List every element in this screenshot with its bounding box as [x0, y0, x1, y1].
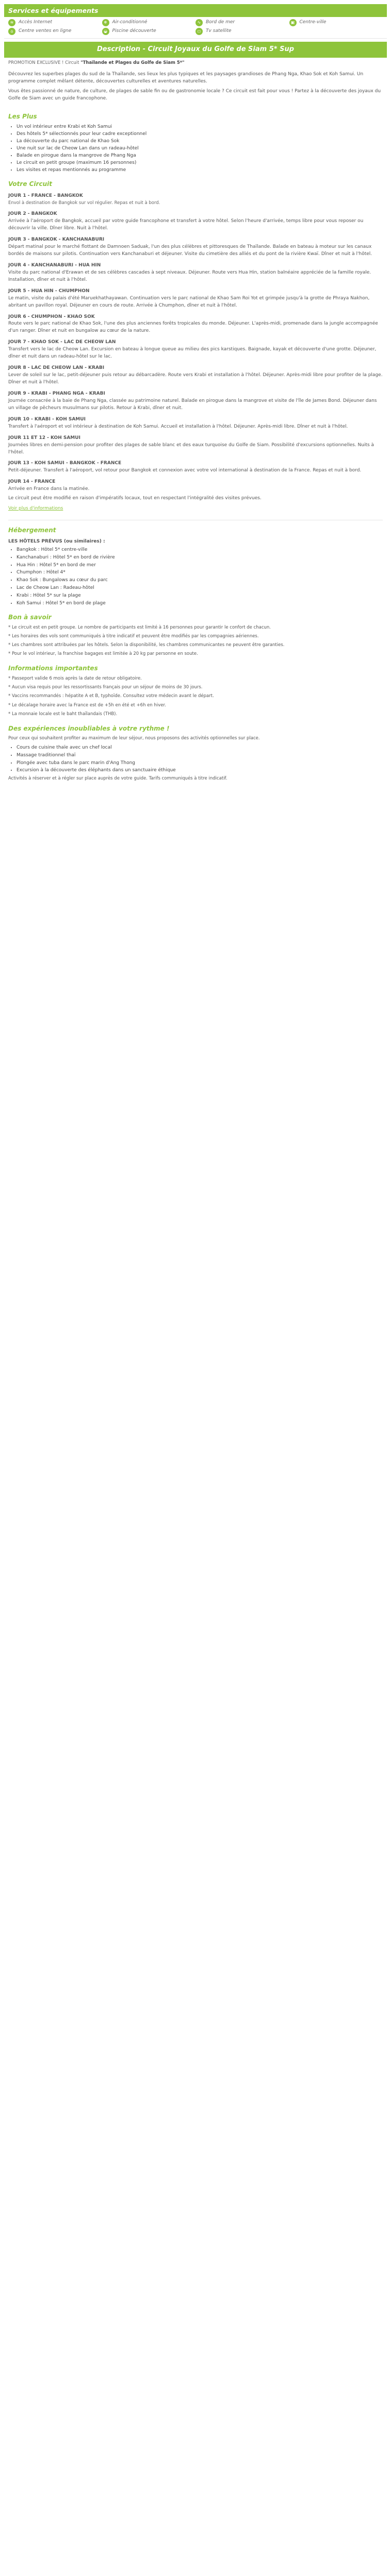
itinerary-title: Votre Circuit — [8, 180, 52, 188]
list-item: • Bangkok : Hôtel 5* centre-ville — [17, 547, 383, 554]
list-item: * Les chambres sont attribuées par les hôtels. Selon la disponibilité, les chambres communicantes ne peuvent être garanties. — [8, 642, 285, 648]
day-title: JOUR 9 - KRABI - PHANG NGA - KRABI — [8, 391, 105, 396]
list-item: * Le décalage horaire avec la France est de +5h en été et +6h en hiver. — [8, 702, 166, 708]
hotel-subtitle: LES HÔTELS PRÉVUS (ou similaires) : — [8, 538, 105, 544]
day-text: Transfert vers le lac de Cheow Lan. Excursion en bateau à longue queue au milieu des pics karstiques. Baignade, kayak et découverte d'une grotte. Déjeuner, dîner et nuit dans un radeau-hôtel sur le lac. — [8, 347, 377, 360]
cart-icon: ⌂ — [8, 28, 15, 35]
good-to-know-list — [4, 624, 387, 658]
list-item: • Plongée avec tuba dans le parc marin d'Ang Thong — [17, 760, 383, 767]
list-item: • Les visites et repas mentionnés au programme — [17, 167, 383, 174]
itinerary-note: Le circuit peut être modifié en raison d'impératifs locaux, tout en respectant l'intégralité des visites prévues. — [8, 496, 262, 501]
promo-line: PROMOTION EXCLUSIVE ! Circuit "Thaïlande et Plages du Golfe de Siam 5*" — [8, 60, 185, 65]
day-title: JOUR 14 - FRANCE — [8, 479, 56, 485]
tv-icon: ▭ — [196, 28, 203, 35]
snowflake-icon: ❄ — [102, 19, 109, 26]
service-item — [289, 19, 383, 26]
list-item: • Une nuit sur lac de Cheow Lan dans un radeau-hôtel — [17, 145, 383, 152]
service-item — [196, 19, 289, 26]
list-item: * Le circuit est en petit groupe. Le nombre de participants est limité à 16 personnes pour garantir le confort de chacun. — [8, 624, 271, 630]
plus-list — [17, 124, 383, 174]
important-list — [4, 675, 387, 718]
list-item: • Krabi : Hôtel 5* sur la plage — [17, 592, 383, 600]
service-item — [102, 28, 196, 35]
list-item: • Hua Hin : Hôtel 5* en bord de mer — [17, 562, 383, 569]
day-text: Journées libres en demi-pension pour profiter des plages de sable blanc et des eaux turquoise du Golfe de Siam. Possibilité d'excursions optionnelles. Nuits à l'hôtel. — [8, 442, 374, 455]
list-item: * Les horaires des vols sont communiqués à titre indicatif et peuvent être modifiés par les compagnies aériennes. — [8, 633, 259, 639]
more-info-link[interactable]: Voir plus d'informations — [8, 506, 63, 512]
day-text: Petit-déjeuner. Transfert à l'aéroport, vol retour pour Bangkok et connexion avec votre vol international à destination de la France. Repas et nuit à bord. — [8, 468, 362, 473]
day-title: JOUR 10 - KRABI - KOH SAMUI — [8, 416, 86, 422]
intro-paragraph-2: Vous êtes passionné de nature, de culture, de plages de sable fin ou de gastronomie locale ? Ce circuit est fait pour vous ! Partez à la découverte des joyaux du Golfe de Siam avec un guide francophone. — [8, 88, 381, 101]
list-item: • Balade en pirogue dans la mangrove de Phang Nga — [17, 152, 383, 160]
day-title: JOUR 4 - KANCHANABURI - HUA HIN — [8, 262, 101, 268]
wifi-icon: ≋ — [8, 19, 15, 26]
service-item — [196, 28, 289, 35]
service-label: Centre-ville — [299, 20, 327, 25]
list-item: • Massage traditionnel thaï — [17, 752, 383, 759]
service-item — [102, 19, 196, 26]
day-title: JOUR 7 - KHAO SOK - LAC DE CHEOW LAN — [8, 340, 116, 345]
day-title: JOUR 8 - LAC DE CHEOW LAN - KRABI — [8, 365, 105, 371]
footer-note: Activités à réserver et à régler sur place auprès de votre guide. Tarifs communiqués à titre indicatif. — [8, 776, 227, 782]
wave-icon: ∿ — [196, 19, 203, 26]
list-item: • Excursion à la découverte des éléphants dans un sanctuaire éthique — [17, 767, 383, 774]
service-label: Piscine découverte — [112, 28, 156, 34]
service-item — [8, 19, 102, 26]
list-item: * Vaccins recommandés : hépatite A et B, typhoïde. Consultez votre médecin avant le départ. — [8, 693, 214, 699]
day-title: JOUR 13 - KOH SAMUI - BANGKOK - FRANCE — [8, 461, 122, 466]
list-item: * Pour le vol intérieur, la franchise bagages est limitée à 20 kg par personne en soute. — [8, 651, 198, 657]
intro-paragraph-1: Découvrez les superbes plages du sud de la Thaïlande, ses lieux les plus typiques et les paysages grandioses de Phang Nga, Khao Sok et Koh Samui. Un programme complet mêlant détente, découvertes culturelles et aventures naturelles. — [8, 71, 364, 84]
important-title: Informations importantes — [8, 665, 98, 672]
services-grid — [4, 17, 387, 39]
list-item: • La découverte du parc national de Khao Sok — [17, 138, 383, 145]
experiences-title: Des expériences inoubliables à votre rythme ! — [8, 724, 170, 732]
plus-title: Les Plus — [8, 113, 37, 121]
service-label: Centre ventes en ligne — [19, 28, 72, 34]
experiences-list — [8, 744, 383, 775]
building-icon: ▣ — [289, 19, 297, 26]
day-text: Journée consacrée à la baie de Phang Nga, classée au patrimoine naturel. Balade en pirogue dans la mangrove et visite de l'île de James Bond. Déjeuner dans un village de pêcheurs musulmans sur pilotis. Retour à Krabi, dîner et nuit. — [8, 398, 377, 411]
day-title: JOUR 11 ET 12 - KOH SAMUI — [8, 435, 80, 440]
day-text: Transfert à l'aéroport et vol intérieur à destination de Koh Samui. Accueil et installation à l'hôtel. Déjeuner. Après-midi libre. Dîner et nuit à l'hôtel. — [8, 423, 348, 429]
day-text: Arrivée à l'aéroport de Bangkok, accueil par votre guide francophone et transfert à votre hôtel. Selon l'heure d'arrivée, temps libre pour vous reposer ou découvrir la ville. Dîner libre. Nuit à l'hôtel. — [8, 218, 364, 231]
day-title: JOUR 5 - HUA HIN - CHUMPHON — [8, 288, 90, 294]
service-label: Tv satellite — [206, 28, 232, 34]
intro — [4, 66, 387, 107]
list-item: * Passeport valide 6 mois après la date de retour obligatoire. — [8, 676, 142, 682]
list-item: * La monnaie locale est le baht thaïlandais (THB). — [8, 711, 118, 717]
service-item — [8, 28, 102, 35]
service-label: Bord de mer — [206, 20, 235, 25]
day-text: Le matin, visite du palais d'été Maruekhathayawan. Continuation vers le parc national de Khao Sam Roi Yot et grimpée jusqu'à la grotte de Phraya Nakhon, abritant un pavillon royal. Déjeuner en cours de route. Arrivée à Chumphon, dîner et nuit à l'hôtel. — [8, 295, 370, 308]
list-item: • Kanchanaburi : Hôtel 5* en bord de rivière — [17, 554, 383, 562]
day-title: JOUR 3 - BANGKOK - KANCHANABURI — [8, 237, 105, 243]
list-item: • Chumphon : Hôtel 4* — [17, 569, 383, 577]
hotel-list — [8, 547, 383, 608]
list-item: • Des hôtels 5* sélectionnés pour leur cadre exceptionnel — [17, 131, 383, 138]
day-text: Lever de soleil sur le lac, petit-déjeuner puis retour au débarcadère. Route vers Krabi et installation à l'hôtel. Déjeuner. Après-midi libre pour profiter de la plage. Dîner et nuit à l'hôtel. — [8, 372, 383, 385]
services-title: Services et équipements — [4, 4, 387, 17]
day-title: JOUR 1 - FRANCE - BANGKOK — [8, 193, 83, 199]
list-item: * Aucun visa requis pour les ressortissants français pour un séjour de moins de 30 jours. — [8, 685, 203, 690]
experiences-intro: Pour ceux qui souhaitent profiter au maximum de leur séjour, nous proposons des activités optionnelles sur place. — [8, 736, 260, 741]
itinerary-days — [4, 193, 387, 493]
list-item: • Lac de Cheow Lan : Radeau-hôtel — [17, 585, 383, 592]
day-route: Envol à destination de Bangkok sur vol régulier. Repas et nuit à bord. — [8, 200, 160, 206]
day-title: JOUR 6 - CHUMPHON - KHAO SOK — [8, 314, 95, 319]
list-item: • Un vol intérieur entre Krabi et Koh Samui — [17, 124, 383, 131]
day-text: Visite du parc national d'Erawan et de ses célèbres cascades à sept niveaux. Déjeuner. Route vers Hua Hin, station balnéaire appréciée de la famille royale. Installation, dîner et nuit à l'hôtel. — [8, 269, 371, 282]
pool-icon: ◒ — [102, 28, 109, 35]
description-title: Description - Circuit Joyaux du Golfe de Siam 5* Sup — [4, 42, 387, 57]
list-item: • Khao Sok : Bungalows au cœur du parc — [17, 577, 383, 584]
hotel-title: Hébergement — [8, 527, 56, 534]
day-text: Route vers le parc national de Khao Sok, l'une des plus anciennes forêts tropicales du monde. Déjeuner. L'après-midi, promenade dans la jungle accompagnée d'un ranger. Dîner et nuit en bungalow au cœur de la nature. — [8, 321, 378, 334]
day-text: Départ matinal pour le marché flottant de Damnoen Saduak, l'un des plus célèbres et pittoresques de Thaïlande. Balade en bateau à moteur sur les canaux bordés de maisons sur pilotis. Continuation vers Kanchanaburi et déjeuner. Visite du cimetière des alliés et du pont de la rivière Kwaï. Dîner et nuit à l'hôtel. — [8, 244, 372, 257]
day-text: Arrivée en France dans la matinée. — [8, 486, 90, 492]
list-item: • Koh Samui : Hôtel 5* en bord de plage — [17, 600, 383, 607]
list-item: • Le circuit en petit groupe (maximum 16 personnes) — [17, 160, 383, 167]
service-label: Air-conditionné — [112, 20, 148, 25]
service-label: Accès Internet — [19, 20, 53, 25]
list-item: • Cours de cuisine thaïe avec un chef local — [17, 744, 383, 752]
day-title: JOUR 2 - BANGKOK — [8, 211, 57, 217]
good-to-know-title: Bon à savoir — [8, 614, 52, 621]
